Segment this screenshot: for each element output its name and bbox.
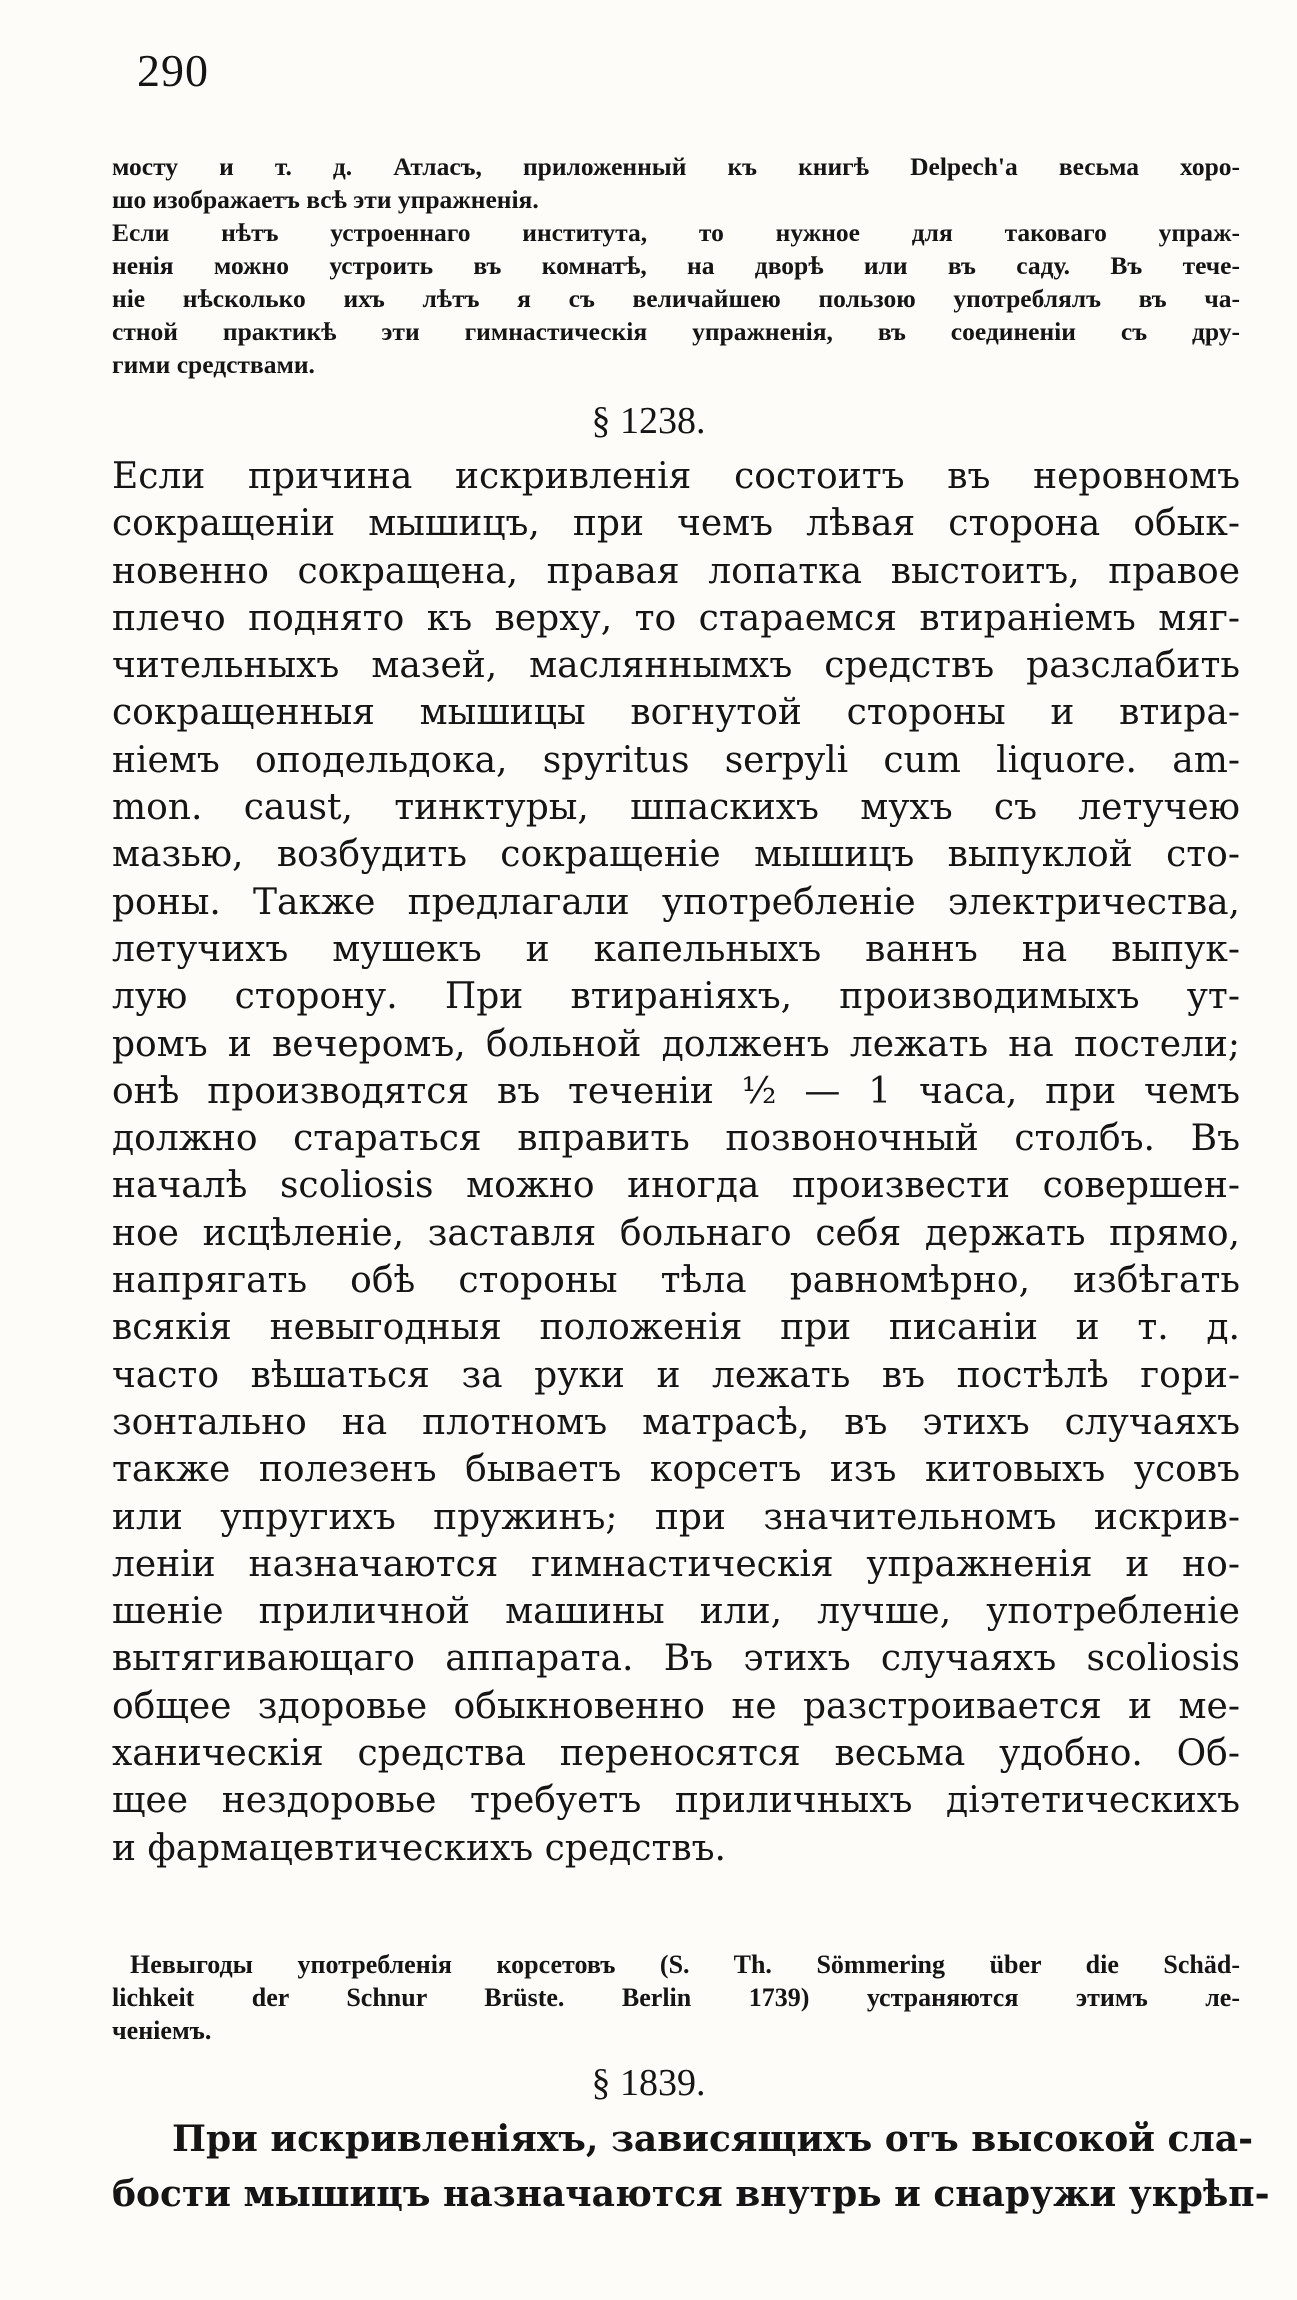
- text-line: общее здоровье обыкновенно не разстроивается и ме-: [112, 1685, 1240, 1727]
- text-line: мазью, возбудить сокращеніе мышицъ выпуклой сто-: [112, 834, 1240, 876]
- text-line: бости мышицъ назначаются внутрь и снаружи укрѣп-: [112, 2173, 1270, 2215]
- text-line: новенно сокращена, правая лопатка выстоитъ, правое: [112, 550, 1240, 592]
- text-line: шеніе приличной машины или, лучше, употребленіе: [112, 1591, 1240, 1633]
- text-line: Невыгоды употребленія корсетовъ (S. Th. Sömmering über die Schäd-: [130, 1950, 1240, 1979]
- text-line: плечо поднято къ верху, то стараемся втираніемъ мяг-: [112, 597, 1240, 639]
- text-line: онѣ производятся въ теченіи ½ — 1 часа, при чемъ: [112, 1070, 1240, 1112]
- text-line: Если причина искривленія состоитъ въ неровномъ: [112, 456, 1240, 497]
- text-line: должно стараться вправить позвоночный столбъ. Въ: [112, 1118, 1240, 1160]
- final-paragraph: [112, 2112, 1270, 2222]
- text-line: ханическія средства переносятся весьма удобно. Об-: [112, 1733, 1240, 1775]
- text-line: чительныхъ мазей, масляннымхъ средствъ разслабить: [112, 645, 1240, 687]
- text-line: шо изображаетъ всѣ эти упражненія.: [112, 185, 539, 214]
- text-line: всякія невыгодныя положенія при писаніи и т. д.: [112, 1307, 1240, 1349]
- text-line: сокращеніи мышицъ, при чемъ лѣвая сторона обык-: [112, 503, 1240, 545]
- text-line: сокращенныя мышицы вогнутой стороны и втира-: [112, 692, 1240, 734]
- text-line: ніемъ оподельдока, spyritus serpyli cum liquore. am-: [112, 739, 1240, 781]
- text-line: щее нездоровье требуетъ приличныхъ діэтетическихъ: [112, 1780, 1240, 1822]
- text-line: lichkeit der Schnur Brüste. Berlin 1739) устраняются этимъ ле-: [112, 1983, 1240, 2012]
- text-line: mon. caust, тинктуры, шпаскихъ мухъ съ летучею: [112, 787, 1240, 829]
- section-heading-1238: § 1238.: [591, 400, 706, 442]
- text-line: Если нѣтъ устроеннаго института, то нужное для таковаго упраж-: [112, 218, 1240, 247]
- page-number: 290: [137, 45, 209, 96]
- text-line: зонтально на плотномъ матрасѣ, въ этихъ случаяхъ: [112, 1401, 1240, 1443]
- text-line: и фармацевтическихъ средствъ.: [112, 1827, 727, 1869]
- text-line: или упругихъ пружинъ; при значительномъ искрив-: [112, 1496, 1240, 1538]
- text-line: стной практикѣ эти гимнастическія упражненія, въ соединеніи съ дру-: [112, 317, 1240, 346]
- text-line: При искривленіяхъ, зависящихъ отъ высокой сла-: [172, 2118, 1254, 2160]
- text-line: ное исцѣленіе, заставля больнаго себя держать прямо,: [112, 1212, 1240, 1254]
- text-line: началѣ scoliosis можно иногда произвести совершен-: [112, 1165, 1240, 1207]
- text-line: ченіемъ.: [112, 2016, 212, 2045]
- text-line: напрягать обѣ стороны тѣла равномѣрно, избѣгать: [112, 1260, 1240, 1302]
- small-print-paragraphs: [112, 150, 1240, 381]
- text-line: гими средствами.: [112, 350, 315, 379]
- text-line: ніе нѣсколько ихъ лѣтъ я съ величайшею пользою употреблялъ въ ча-: [112, 284, 1240, 313]
- main-paragraph: [112, 453, 1240, 1872]
- text-line: ромъ и вечеромъ, больной долженъ лежать на постели;: [112, 1023, 1240, 1065]
- text-line: леніи назначаются гимнастическія упражненія и но-: [112, 1543, 1240, 1585]
- text-line: вытягивающаго аппарата. Въ этихъ случаяхъ scoliosis: [112, 1638, 1240, 1680]
- text-line: роны. Также предлагали употребленіе электричества,: [112, 881, 1240, 923]
- text-line: летучихъ мушекъ и капельныхъ ваннъ на выпук-: [112, 928, 1240, 970]
- text-line: лую сторону. При втираніяхъ, производимыхъ ут-: [112, 976, 1240, 1018]
- text-line: ненія можно устроить въ комнатѣ, на дворѣ или въ саду. Въ тече-: [112, 251, 1240, 280]
- text-line: мосту и т. д. Атласъ, приложенный къ книгѣ Delpech'а весьма хоро-: [112, 152, 1240, 181]
- text-line: часто вѣшаться за руки и лежать въ постѣлѣ гори-: [112, 1354, 1240, 1396]
- text-line: также полезенъ бываетъ корсетъ изъ китовыхъ усовъ: [112, 1449, 1240, 1491]
- section-heading-1839: § 1839.: [591, 2062, 706, 2104]
- footnote: [112, 1948, 1240, 2047]
